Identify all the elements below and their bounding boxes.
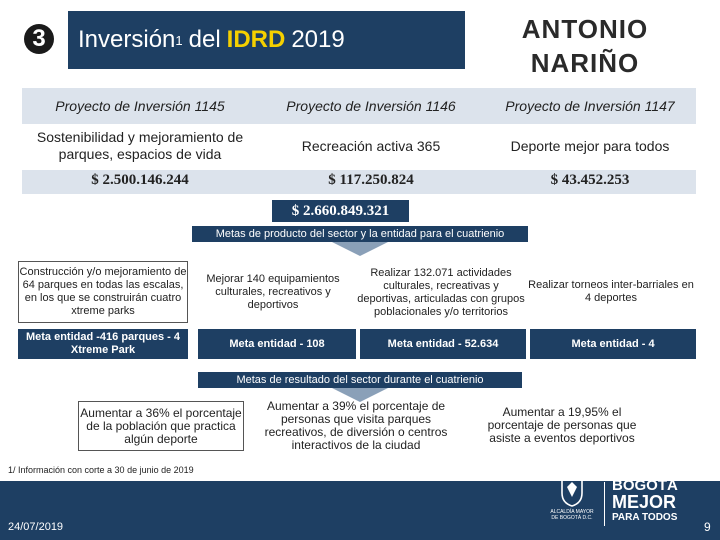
title-text: Inversión	[78, 26, 176, 53]
total-investment: $ 2.660.849.321	[272, 200, 409, 222]
arrow-down-icon	[332, 242, 388, 256]
result-goal-sport-practice: Aumentar a 36% el porcentaje de la población que practica algún deporte	[78, 401, 244, 451]
result-goals-band: Metas de resultado del sector durante el cuatrienio	[198, 372, 522, 388]
meta-entidad-tournaments: Meta entidad - 4	[530, 329, 696, 359]
project-header-1147: Proyecto de Inversión 1147	[484, 88, 696, 124]
project-amount-1146: $ 117.250.824	[328, 172, 414, 188]
title-connector: del	[188, 26, 221, 53]
product-goal-tournaments: Realizar torneos inter-barriales en 4 deportes	[528, 279, 694, 304]
title-year: 2019	[291, 26, 345, 53]
product-goals-band: Metas de producto del sector y la entidad para el cuatrienio	[192, 226, 528, 242]
meta-entidad-equipment: Meta entidad - 108	[198, 329, 356, 359]
product-goal-equipment: Mejorar 140 equipamientos culturales, recreativos y deportivos	[206, 272, 340, 311]
result-goal-sport-events: Aumentar a 19,95% el porcentaje de personas que asiste a eventos deportivos	[487, 405, 637, 445]
logo-line-2: MEJOR	[612, 492, 677, 512]
meta-entidad-activities: Meta entidad - 52.634	[360, 329, 526, 359]
bogota-mejor-logo	[612, 478, 692, 526]
page-number: 9	[704, 520, 711, 534]
project-header-1146: Proyecto de Inversión 1146	[258, 88, 484, 124]
product-goal-parks: Construcción y/o mejoramiento de 64 parques en todas las escalas, en los que se construirán cuatro xtreme parks	[18, 261, 188, 323]
title-bar	[68, 11, 465, 69]
footnote: 1/ Información con corte a 30 de junio de 2019	[8, 465, 194, 475]
logo-line-3: PARA TODOS	[612, 512, 678, 523]
project-amount-1145: $ 2.500.146.244	[91, 172, 189, 188]
meta-entidad-parks: Meta entidad -416 parques - 4 Xtreme Park	[18, 329, 188, 359]
title-footnote-marker: 1	[175, 32, 183, 48]
locality-name	[490, 12, 680, 80]
footer-divider	[604, 482, 605, 526]
project-name-1145: Sostenibilidad y mejoramiento de parques, espacios de vida	[36, 129, 244, 162]
locality-line-2: NARIÑO	[530, 48, 640, 78]
project-name-1146: Recreación activa 365	[301, 137, 441, 154]
alcaldia-text-line-2: DE BOGOTÁ D.C.	[551, 515, 593, 521]
project-name-1147: Deporte mejor para todos	[510, 137, 670, 154]
locality-line-1: ANTONIO	[521, 14, 649, 44]
result-goal-park-visits: Aumentar a 39% el porcentaje de personas que visita parques recreativos, de diversión o centros interactivos de la ciudad	[264, 399, 448, 452]
slide-number-badge: 3	[24, 24, 54, 54]
alcaldia-text	[550, 509, 593, 521]
footer-date: 24/07/2019	[8, 521, 64, 533]
coat-of-arms-icon	[559, 475, 585, 507]
title-entity: IDRD	[226, 26, 286, 53]
logo-line-1: BOGOTÁ	[612, 477, 678, 494]
project-header-1145: Proyecto de Inversión 1145	[22, 88, 258, 124]
product-goal-activities: Realizar 132.071 actividades culturales, recreativas y deportivas, articuladas con grupos poblacionales y/o territorios	[357, 267, 525, 318]
alcaldia-logo	[548, 475, 596, 527]
project-amount-1147: $ 43.452.253	[550, 172, 630, 188]
alcaldia-text-line-1: ALCALDÍA MAYOR	[550, 509, 594, 515]
